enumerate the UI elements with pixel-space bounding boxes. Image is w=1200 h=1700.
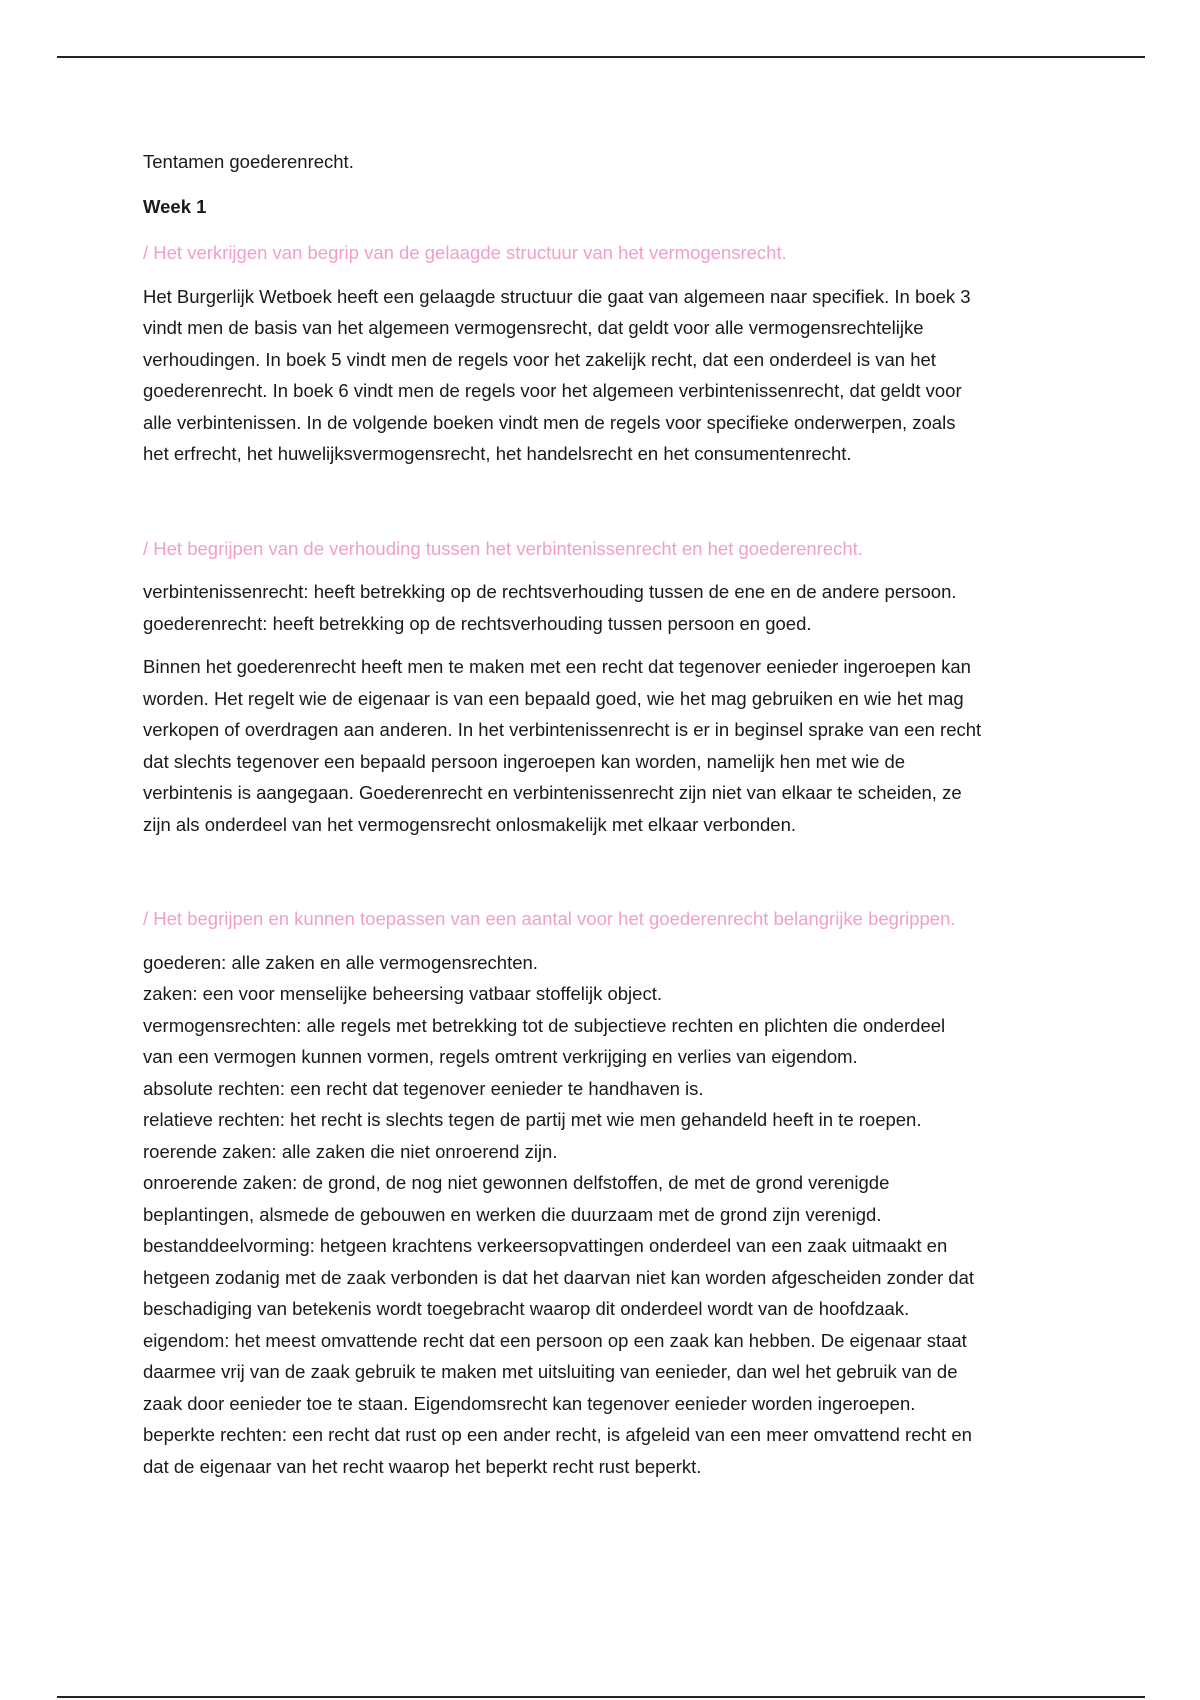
section-1-heading: / Het verkrijgen van begrip van de gelaagde structuur van het vermogensrecht. <box>143 242 787 263</box>
paragraph-line: vindt men de basis van het algemeen vermogensrecht, dat geldt voor alle vermogensrechtelijke <box>143 317 924 338</box>
week-heading: Week 1 <box>143 195 207 217</box>
paragraph-line: verkopen of overdragen aan anderen. In het verbintenissenrecht is er in beginsel sprake van een recht <box>143 719 982 740</box>
definition-line: eigendom: het meest omvattende recht dat een persoon op een zaak kan hebben. De eigenaar staat <box>143 1329 967 1351</box>
section-3-heading: / Het begrijpen en kunnen toepassen van een aantal voor het goederenrecht belangrijke begrippen. <box>143 908 956 929</box>
definition-line: bestanddeelvorming: hetgeen krachtens verkeersopvattingen onderdeel van een zaak uitmaakt en <box>143 1235 948 1256</box>
paragraph-line: Het Burgerlijk Wetboek heeft een gelaagde structuur die gaat van algemeen naar specifiek. In boek 3 <box>143 285 971 307</box>
definition-line: zaak door eenieder toe te staan. Eigendomsrecht kan tegenover eenieder worden ingeroepen. <box>143 1392 916 1414</box>
document-body <box>143 146 1063 1482</box>
document-title: Tentamen goederenrecht. <box>143 151 354 172</box>
definition-line: zaken: een voor menselijke beheersing vatbaar stoffelijk object. <box>143 983 662 1004</box>
section-2-heading: / Het begrijpen van de verhouding tussen het verbintenissenrecht en het goederenrecht. <box>143 537 863 559</box>
paragraph-line: zijn als onderdeel van het vermogensrecht onlosmakelijk met elkaar verbonden. <box>143 813 796 835</box>
section-2-definitions <box>143 576 1063 639</box>
definition-line: verbintenissenrecht: heeft betrekking op de rechtsverhouding tussen de ene en de andere persoon. <box>143 581 957 602</box>
paragraph-line: alle verbintenissen. In de volgende boeken vindt men de regels voor specifieke onderwerpen, zoals <box>143 411 956 433</box>
definition-line: goederenrecht: heeft betrekking op de rechtsverhouding tussen persoon en goed. <box>143 612 812 634</box>
header-rule <box>57 56 1145 58</box>
paragraph-line: het erfrecht, het huwelijksvermogensrecht, het handelsrecht en het consumentenrecht. <box>143 443 852 464</box>
paragraph-line: worden. Het regelt wie de eigenaar is van een bepaald goed, wie het mag gebruiken en wie het mag <box>143 687 964 709</box>
definition-line: daarmee vrij van de zaak gebruik te maken met uitsluiting van eenieder, dan wel het gebruik van de <box>143 1361 958 1382</box>
definition-line: hetgeen zodanig met de zaak verbonden is dat het daarvan niet kan worden afgescheiden zonder dat <box>143 1266 975 1288</box>
definition-line: onroerende zaken: de grond, de nog niet gewonnen delfstoffen, de met de grond verenigde <box>143 1172 890 1193</box>
definition-line: goederen: alle zaken en alle vermogensrechten. <box>143 951 538 973</box>
paragraph-line: dat slechts tegenover een bepaald persoon ingeroepen kan worden, namelijk hen met wie de <box>143 750 906 772</box>
section-1-paragraph <box>143 281 1063 470</box>
paragraph-line: goederenrecht. In boek 6 vindt men de regels voor het algemeen verbintenissenrecht, dat geldt voor <box>143 380 962 401</box>
definition-line: beplantingen, alsmede de gebouwen en werken die duurzaam met de grond zijn verenigd. <box>143 1203 882 1225</box>
paragraph-line: verhoudingen. In boek 5 vindt men de regels voor het zakelijk recht, dat een onderdeel is van het <box>143 348 936 370</box>
definition-line: beschadiging van betekenis wordt toegebracht waarop dit onderdeel wordt van de hoofdzaak. <box>143 1298 910 1319</box>
paragraph-line: verbintenis is aangegaan. Goederenrecht en verbintenissenrecht zijn niet van elkaar te scheiden, ze <box>143 782 962 803</box>
section-3-definitions <box>143 947 1063 1483</box>
definition-line: beperkte rechten: een recht dat rust op een ander recht, is afgeleid van een meer omvattend recht en <box>143 1424 972 1445</box>
definition-line: vermogensrechten: alle regels met betrekking tot de subjectieve rechten en plichten die onderdeel <box>143 1014 946 1036</box>
footer-rule <box>57 1696 1145 1698</box>
section-2-paragraph <box>143 651 1063 840</box>
definition-line: dat de eigenaar van het recht waarop het beperkt recht rust beperkt. <box>143 1455 702 1477</box>
definition-line: roerende zaken: alle zaken die niet onroerend zijn. <box>143 1140 558 1162</box>
definition-line: absolute rechten: een recht dat tegenover eenieder te handhaven is. <box>143 1077 704 1099</box>
definition-line: relatieve rechten: het recht is slechts tegen de partij met wie men gehandeld heeft in te roepen. <box>143 1109 922 1130</box>
definition-line: van een vermogen kunnen vormen, regels omtrent verkrijging en verlies van eigendom. <box>143 1046 858 1067</box>
paragraph-line: Binnen het goederenrecht heeft men te maken met een recht dat tegenover eenieder ingeroepen kan <box>143 656 971 677</box>
